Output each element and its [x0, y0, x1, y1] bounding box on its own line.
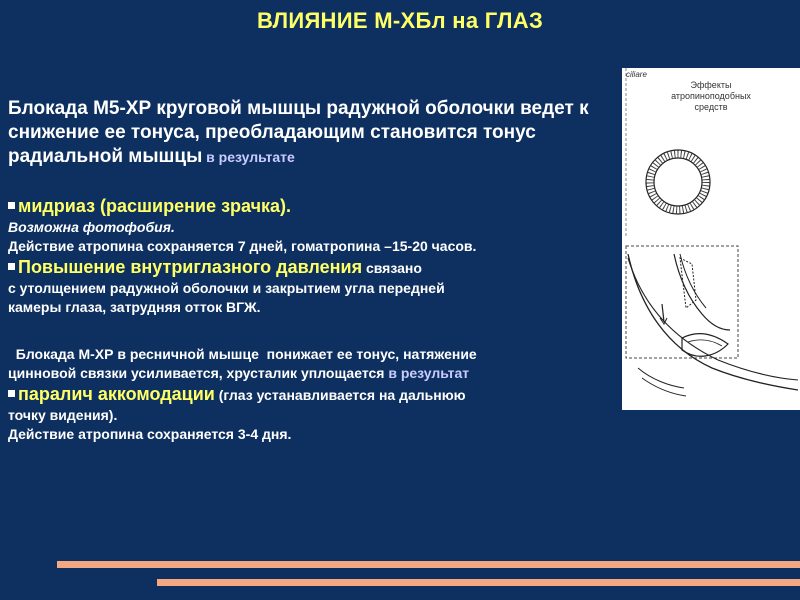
ciliary-para-2 [8, 364, 620, 383]
figure-caption-line-2: атропиноподобных [671, 91, 751, 101]
accommodation-text: паралич аккомодации [18, 384, 215, 404]
intro-suffix: в результате [202, 149, 295, 165]
mydriasis-text: мидриаз (расширение зрачка). [18, 196, 292, 216]
eye-illustration [622, 68, 800, 410]
pressure-line-2: камеры глаза, затрудняя отток ВГЖ. [8, 299, 261, 315]
figure-tag: ciliare [626, 70, 647, 79]
accommodation-line-2: Действие атропина сохраняется 3-4 дня. [8, 426, 292, 442]
pressure-bullet [8, 256, 620, 279]
accommodation-rest: (глаз устанавливается на дальнюю [214, 387, 466, 403]
pressure-rest: связано [362, 260, 422, 276]
mydriasis-bullet [8, 195, 620, 217]
ciliary-para-2-main: цинновой связки усиливается, хрусталик уплощается [8, 365, 385, 381]
intro-paragraph [8, 97, 620, 169]
ciliary-para-2-suffix: в результат [384, 365, 470, 381]
intro-text: Блокада М5-ХР круговой мышцы радужной оболочки ведет к снижение ее тонуса, преобладающим становится тонус радиальной мышцы [8, 98, 589, 167]
bullet-icon [8, 390, 15, 397]
pressure-line-1: с утолщением радужной оболочки и закрытием угла передней [8, 280, 445, 296]
decorative-bar-bottom [157, 579, 800, 586]
atropine-duration-line: Действие атропина сохраняется 7 дней, гоматропина –15-20 часов. [8, 238, 477, 254]
bullet-icon [8, 263, 15, 270]
decorative-bar-top [57, 561, 800, 568]
figure-caption-line-1: Эффекты [690, 80, 732, 90]
accommodation-line-1: точку видения). [8, 407, 118, 423]
slide-content [8, 97, 620, 444]
eye-diagram-icon [622, 68, 800, 410]
ciliary-para-1: Блокада М-ХР в ресничной мышце понижает ее тонус, натяжение [8, 346, 477, 362]
photophobia-line: Возможна фотофобия. [8, 219, 175, 235]
bullet-icon [8, 202, 15, 209]
accommodation-bullet [8, 383, 620, 406]
pressure-text: Повышение внутриглазного давления [18, 257, 363, 277]
figure-caption-line-3: средств [694, 102, 728, 112]
slide-title: ВЛИЯНИЕ М-ХБл на ГЛАЗ [256, 8, 544, 33]
